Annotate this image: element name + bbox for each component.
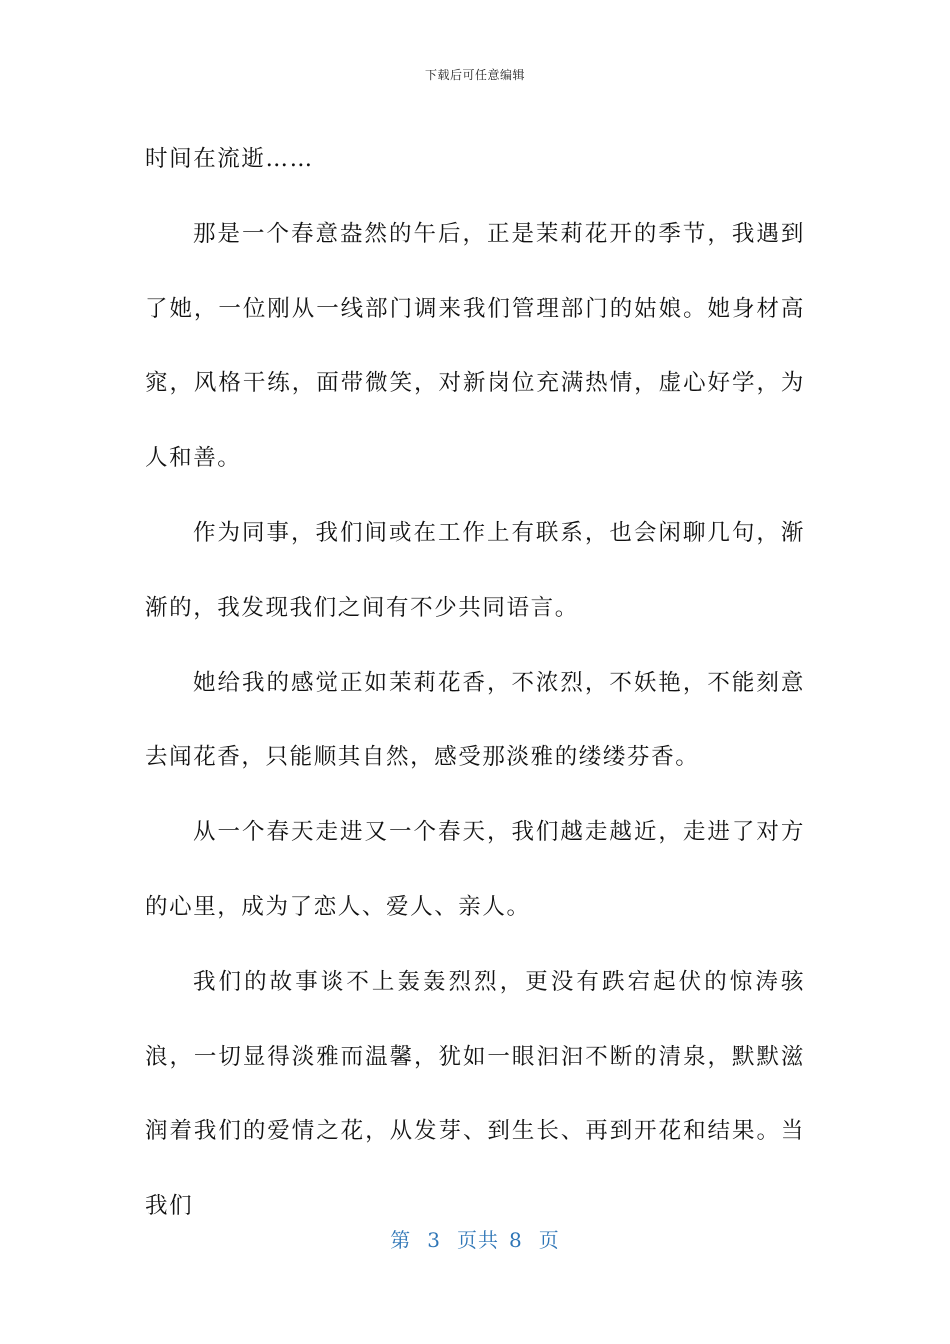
- header-note: 下载后可任意编辑: [424, 68, 525, 82]
- footer-middle: 页共: [457, 1228, 499, 1252]
- paragraph-5: 从一个春天走进又一个春天，我们越走越近，走进了对方的心里，成为了恋人、爱人、亲人。: [145, 819, 805, 920]
- paragraph-3: 作为同事，我们间或在工作上有联系，也会闲聊几句，渐渐的，我发现我们之间有不少共同语言。: [145, 519, 805, 621]
- paragraph-2: 那是一个春意盎然的午后，正是茉莉花开的季节，我遇到了她，一位刚从一线部门调来我们管理部门的姑娘。她身材高窕，风格干练，面带微笑，对新岗位充满热情，虚心好学，为人和善。: [145, 220, 805, 472]
- paragraph-4: 她给我的感觉正如茉莉花香，不浓烈，不妖艳，不能刻意去闻花香，只能顺其自然，感受那淡雅的缕缕芬香。: [145, 669, 805, 771]
- footer-prefix: 第: [390, 1228, 412, 1252]
- footer-current-page: 3: [427, 1228, 441, 1252]
- footer-total-pages: 8: [509, 1228, 523, 1252]
- page-footer: [0, 1224, 950, 1253]
- body-text: [145, 122, 805, 1244]
- paragraph-1: 时间在流逝……: [145, 146, 314, 172]
- paragraph-6: 我们的故事谈不上轰轰烈烈，更没有跌宕起伏的惊涛骇浪，一切显得淡雅而温馨，犹如一眼汩汩不断的清泉，默默滋润着我们的爱情之花，从发芽、到生长、再到开花和结果。当我们: [145, 968, 805, 1220]
- footer-suffix: 页: [538, 1228, 560, 1252]
